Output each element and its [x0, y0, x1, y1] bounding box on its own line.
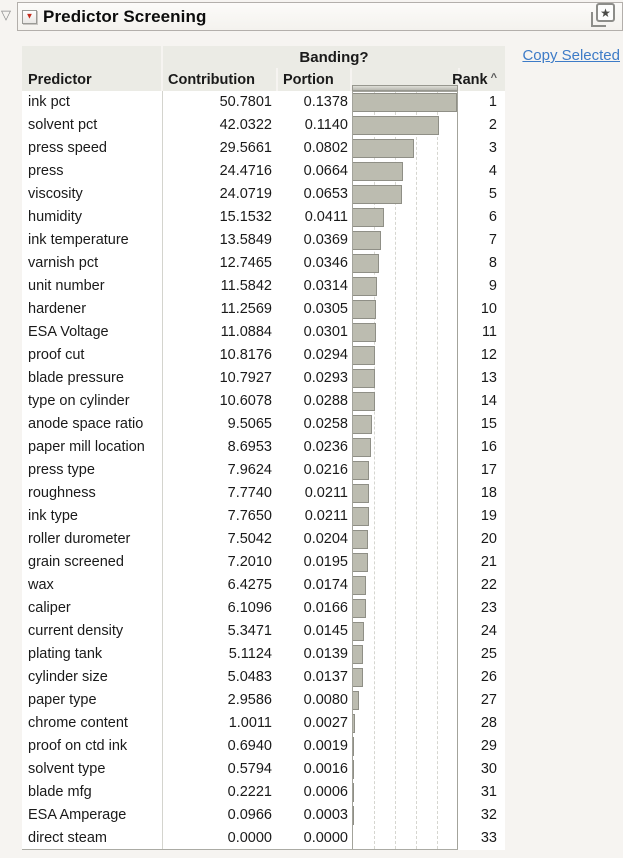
portion-bar-cell [352, 413, 458, 436]
portion-cell: 0.0802 [303, 140, 348, 156]
contribution-cell: 5.1124 [228, 646, 272, 662]
portion-bar-cell [352, 137, 458, 160]
rank-cell: 25 [480, 646, 497, 662]
table-row[interactable] [22, 528, 505, 551]
table-body [22, 91, 505, 850]
portion-cell: 0.0305 [303, 301, 348, 317]
portion-bar-cell [352, 505, 458, 528]
contribution-cell: 0.0966 [227, 807, 272, 823]
contribution-cell: 7.7650 [227, 508, 272, 524]
portion-cell: 0.0019 [303, 738, 348, 754]
portion-bar-cell [352, 160, 458, 183]
table-row[interactable] [22, 160, 505, 183]
portion-bar-cell [352, 643, 458, 666]
table-row[interactable] [22, 482, 505, 505]
portion-bar-cell [352, 459, 458, 482]
contribution-cell: 0.5794 [227, 761, 272, 777]
predictor-cell[interactable]: paper type [28, 692, 97, 708]
contribution-cell: 13.5849 [219, 232, 272, 248]
predictor-cell[interactable]: ink temperature [28, 232, 129, 248]
portion-bar-cell [352, 666, 458, 689]
predictor-screening-table [22, 46, 505, 850]
predictor-cell[interactable]: chrome content [28, 715, 128, 731]
contribution-cell: 10.6078 [219, 393, 272, 409]
rank-cell: 31 [480, 784, 497, 800]
portion-cell: 0.1378 [303, 94, 348, 110]
portion-cell: 0.0653 [303, 186, 348, 202]
predictor-cell[interactable]: viscosity [28, 186, 83, 202]
contribution-cell: 24.0719 [219, 186, 272, 202]
portion-cell: 0.0301 [303, 324, 348, 340]
rank-cell: 10 [480, 301, 497, 317]
contribution-cell: 10.7927 [219, 370, 272, 386]
portion-bar-cell [352, 183, 458, 206]
predictor-cell[interactable]: ESA Voltage [28, 324, 109, 340]
table-row[interactable] [22, 206, 505, 229]
portion-bar [353, 668, 363, 687]
predictor-cell[interactable]: blade mfg [28, 784, 92, 800]
portion-bar-cell [352, 781, 458, 804]
portion-bar-cell [352, 620, 458, 643]
column-header-contribution[interactable]: Contribution [163, 68, 276, 91]
portion-bar [353, 530, 368, 549]
contribution-cell: 6.1096 [227, 600, 272, 616]
portion-bar-cell [352, 758, 458, 781]
portion-bar-cell [352, 597, 458, 620]
predictor-cell[interactable]: hardener [28, 301, 87, 317]
contribution-cell: 7.9624 [227, 462, 272, 478]
portion-cell: 0.0294 [303, 347, 348, 363]
contribution-cell: 15.1532 [219, 209, 272, 225]
rank-cell: 27 [480, 692, 497, 708]
portion-bar [353, 369, 375, 388]
portion-bar-cell [352, 252, 458, 275]
predictor-cell[interactable]: ESA Amperage [28, 807, 127, 823]
table-row[interactable] [22, 275, 505, 298]
predictor-cell[interactable]: anode space ratio [28, 416, 144, 432]
column-header-predictor[interactable]: Predictor [22, 46, 161, 91]
portion-bar [353, 622, 364, 641]
contribution-cell: 5.0483 [227, 669, 272, 685]
portion-bar [353, 484, 369, 503]
predictor-cell[interactable]: press type [28, 462, 95, 478]
rank-cell: 26 [480, 669, 497, 685]
rank-cell: 4 [488, 163, 497, 179]
table-row[interactable] [22, 91, 505, 114]
rank-cell: 20 [480, 531, 497, 547]
portion-bar [353, 553, 368, 572]
rank-cell: 13 [480, 370, 497, 386]
table-row[interactable] [22, 137, 505, 160]
table-row[interactable] [22, 804, 505, 827]
contribution-cell: 7.7740 [227, 485, 272, 501]
star-icon: ★ [596, 3, 615, 22]
portion-bar-cell [352, 827, 458, 850]
predictor-cell[interactable]: press speed [28, 140, 107, 156]
predictor-cell[interactable]: paper mill location [28, 439, 145, 455]
predictor-cell[interactable]: caliper [28, 600, 71, 616]
table-row[interactable] [22, 505, 505, 528]
portion-cell: 0.0016 [303, 761, 348, 777]
table-row[interactable] [22, 597, 505, 620]
portion-bar-cell [352, 114, 458, 137]
contribution-cell: 0.6940 [227, 738, 272, 754]
table-row[interactable] [22, 689, 505, 712]
table-row[interactable] [22, 413, 505, 436]
contribution-cell: 2.9586 [227, 692, 272, 708]
portion-cell: 0.0174 [303, 577, 348, 593]
portion-bar-cell [352, 321, 458, 344]
report-title-bar [17, 2, 623, 31]
rank-cell: 1 [488, 94, 497, 110]
portion-bar-cell [352, 298, 458, 321]
predictor-cell[interactable]: ink pct [28, 94, 70, 110]
portion-cell: 0.0204 [303, 531, 348, 547]
portion-bar [353, 300, 376, 319]
rank-cell: 23 [480, 600, 497, 616]
predictor-cell[interactable]: type on cylinder [28, 393, 130, 409]
rank-cell: 14 [480, 393, 497, 409]
rank-cell: 18 [480, 485, 497, 501]
rank-cell: 16 [480, 439, 497, 455]
contribution-cell: 42.0322 [219, 117, 272, 133]
rank-cell: 29 [480, 738, 497, 754]
rank-cell: 2 [488, 117, 497, 133]
rank-cell: 22 [480, 577, 497, 593]
portion-bar [353, 116, 439, 135]
portion-bar [353, 645, 363, 664]
table-row[interactable] [22, 620, 505, 643]
predictor-cell[interactable]: ink type [28, 508, 78, 524]
contribution-cell: 5.3471 [227, 623, 272, 639]
portion-bar [353, 323, 376, 342]
table-bottom-rule [22, 849, 458, 850]
spanner-header-banding: Banding? [163, 46, 505, 68]
portion-bar-cell [352, 390, 458, 413]
table-row[interactable] [22, 114, 505, 137]
portion-cell: 0.0369 [303, 232, 348, 248]
table-row[interactable] [22, 459, 505, 482]
predictor-cell[interactable]: humidity [28, 209, 82, 225]
portion-cell: 0.0293 [303, 370, 348, 386]
predictor-cell[interactable]: proof on ctd ink [28, 738, 128, 754]
red-triangle-menu-icon[interactable]: ▼ [22, 10, 37, 24]
portion-bar-cell [352, 804, 458, 827]
column-header-rank[interactable]: Rank ^ [460, 68, 505, 91]
portion-bar-cell [352, 712, 458, 735]
portion-bar-cell [352, 528, 458, 551]
rank-cell: 30 [480, 761, 497, 777]
portion-bar [353, 691, 359, 710]
predictor-cell[interactable]: blade pressure [28, 370, 124, 386]
predictor-cell[interactable]: grain screened [28, 554, 124, 570]
table-row[interactable] [22, 758, 505, 781]
contribution-cell: 29.5661 [219, 140, 272, 156]
portion-bar-cell [352, 275, 458, 298]
portion-bar [353, 599, 366, 618]
page-title: Predictor Screening [43, 6, 207, 26]
portion-cell: 0.0216 [303, 462, 348, 478]
rank-cell: 12 [480, 347, 497, 363]
table-row[interactable] [22, 298, 505, 321]
rank-cell: 8 [488, 255, 497, 271]
rank-cell: 9 [488, 278, 497, 294]
predictor-cell[interactable]: roller durometer [28, 531, 131, 547]
portion-bar [353, 507, 369, 526]
portion-cell: 0.0027 [303, 715, 348, 731]
table-row[interactable] [22, 551, 505, 574]
predictor-cell[interactable]: wax [28, 577, 54, 593]
predictor-cell[interactable]: solvent type [28, 761, 106, 777]
portion-bar [353, 162, 403, 181]
contribution-cell: 10.8176 [219, 347, 272, 363]
portion-bar [353, 714, 355, 733]
rank-cell: 24 [480, 623, 497, 639]
predictor-cell[interactable]: current density [28, 623, 124, 639]
table-row[interactable] [22, 735, 505, 758]
rank-cell: 32 [480, 807, 497, 823]
predictor-cell[interactable]: press [28, 163, 64, 179]
table-row[interactable] [22, 390, 505, 413]
predictor-cell[interactable]: direct steam [28, 830, 107, 846]
portion-cell: 0.0139 [303, 646, 348, 662]
rank-cell: 21 [480, 554, 497, 570]
predictor-cell[interactable]: proof cut [28, 347, 85, 363]
portion-cell: 0.0288 [303, 393, 348, 409]
portion-cell: 0.0003 [303, 807, 348, 823]
portion-bar-cell [352, 436, 458, 459]
bookmark-star-icon[interactable] [591, 3, 615, 27]
portion-cell: 0.0211 [304, 485, 348, 501]
rank-cell: 7 [488, 232, 497, 248]
portion-bar-cell [352, 367, 458, 390]
predictor-cell[interactable]: solvent pct [28, 117, 98, 133]
sort-ascending-icon: ^ [490, 71, 497, 84]
table-row[interactable] [22, 321, 505, 344]
table-row[interactable] [22, 252, 505, 275]
contribution-cell: 24.4716 [219, 163, 272, 179]
portion-bar [353, 254, 379, 273]
portion-bar-cell [352, 551, 458, 574]
portion-bar [353, 806, 354, 825]
portion-cell: 0.0236 [303, 439, 348, 455]
portion-cell: 0.0195 [303, 554, 348, 570]
sub-header-row [163, 68, 505, 91]
portion-bar [353, 277, 377, 296]
portion-cell: 0.0258 [303, 416, 348, 432]
table-row[interactable] [22, 229, 505, 252]
rank-cell: 11 [481, 324, 497, 340]
table-row[interactable] [22, 436, 505, 459]
table-row[interactable] [22, 367, 505, 390]
table-row[interactable] [22, 183, 505, 206]
portion-bar [353, 392, 375, 411]
rank-cell: 17 [480, 462, 497, 478]
portion-cell: 0.0166 [303, 600, 348, 616]
portion-bar [353, 231, 381, 250]
rank-cell: 3 [488, 140, 497, 156]
column-header-bar-graph[interactable] [352, 68, 458, 91]
portion-bar [353, 185, 402, 204]
column-header-portion[interactable]: Portion [278, 68, 350, 91]
outline-disclosure-icon[interactable]: ▽ [1, 7, 11, 22]
table-row[interactable] [22, 781, 505, 804]
banding-header-block [163, 46, 505, 91]
portion-bar [353, 760, 354, 779]
contribution-cell: 7.5042 [227, 531, 272, 547]
portion-bar-cell [352, 482, 458, 505]
portion-bar [353, 139, 414, 158]
table-row[interactable] [22, 827, 505, 850]
contribution-cell: 8.6953 [227, 439, 272, 455]
predictor-cell[interactable]: varnish pct [28, 255, 99, 271]
copy-selected-link[interactable]: Copy Selected [522, 47, 620, 64]
portion-bar-cell [352, 344, 458, 367]
predictor-cell[interactable]: roughness [28, 485, 96, 501]
table-row[interactable] [22, 344, 505, 367]
portion-cell: 0.0346 [303, 255, 348, 271]
portion-bar-cell [352, 735, 458, 758]
contribution-cell: 0.2221 [227, 784, 272, 800]
portion-bar [353, 415, 372, 434]
portion-bar-cell [352, 229, 458, 252]
predictor-cell[interactable]: plating tank [28, 646, 103, 662]
portion-cell: 0.0664 [303, 163, 348, 179]
portion-bar-cell [352, 574, 458, 597]
predictor-cell[interactable]: unit number [28, 278, 105, 294]
table-row[interactable] [22, 712, 505, 735]
contribution-cell: 11.0884 [220, 324, 272, 340]
portion-bar [353, 346, 375, 365]
rank-cell: 19 [480, 508, 497, 524]
portion-cell: 0.0314 [303, 278, 348, 294]
contribution-cell: 6.4275 [227, 577, 272, 593]
table-row[interactable] [22, 643, 505, 666]
portion-bar [353, 208, 384, 227]
portion-bar-cell [352, 206, 458, 229]
portion-cell: 0.0000 [303, 830, 348, 846]
rank-cell: 33 [480, 830, 497, 846]
rank-cell: 6 [488, 209, 497, 225]
contribution-cell: 11.5842 [220, 278, 272, 294]
table-header [22, 46, 505, 91]
table-row[interactable] [22, 666, 505, 689]
rank-cell: 15 [480, 416, 497, 432]
portion-bar [353, 93, 457, 112]
portion-bar [353, 783, 354, 802]
portion-cell: 0.0145 [303, 623, 348, 639]
portion-cell: 0.0137 [303, 669, 348, 685]
contribution-cell: 12.7465 [219, 255, 272, 271]
portion-cell: 0.0006 [303, 784, 348, 800]
portion-cell: 0.0211 [304, 508, 348, 524]
portion-cell: 0.0411 [304, 209, 348, 225]
portion-cell: 0.1140 [304, 117, 348, 133]
contribution-cell: 9.5065 [227, 416, 272, 432]
portion-bar-cell [352, 689, 458, 712]
portion-bar [353, 438, 371, 457]
portion-bar-cell [352, 91, 458, 114]
contribution-cell: 50.7801 [219, 94, 272, 110]
portion-cell: 0.0080 [303, 692, 348, 708]
portion-bar [353, 461, 369, 480]
contribution-cell: 7.2010 [227, 554, 272, 570]
contribution-cell: 1.0011 [228, 715, 272, 731]
portion-bar [353, 737, 354, 756]
portion-bar [353, 576, 366, 595]
rank-cell: 5 [488, 186, 497, 202]
contribution-cell: 0.0000 [227, 830, 272, 846]
rank-cell: 28 [480, 715, 497, 731]
table-row[interactable] [22, 574, 505, 597]
contribution-cell: 11.2569 [220, 301, 272, 317]
predictor-cell[interactable]: cylinder size [28, 669, 108, 685]
